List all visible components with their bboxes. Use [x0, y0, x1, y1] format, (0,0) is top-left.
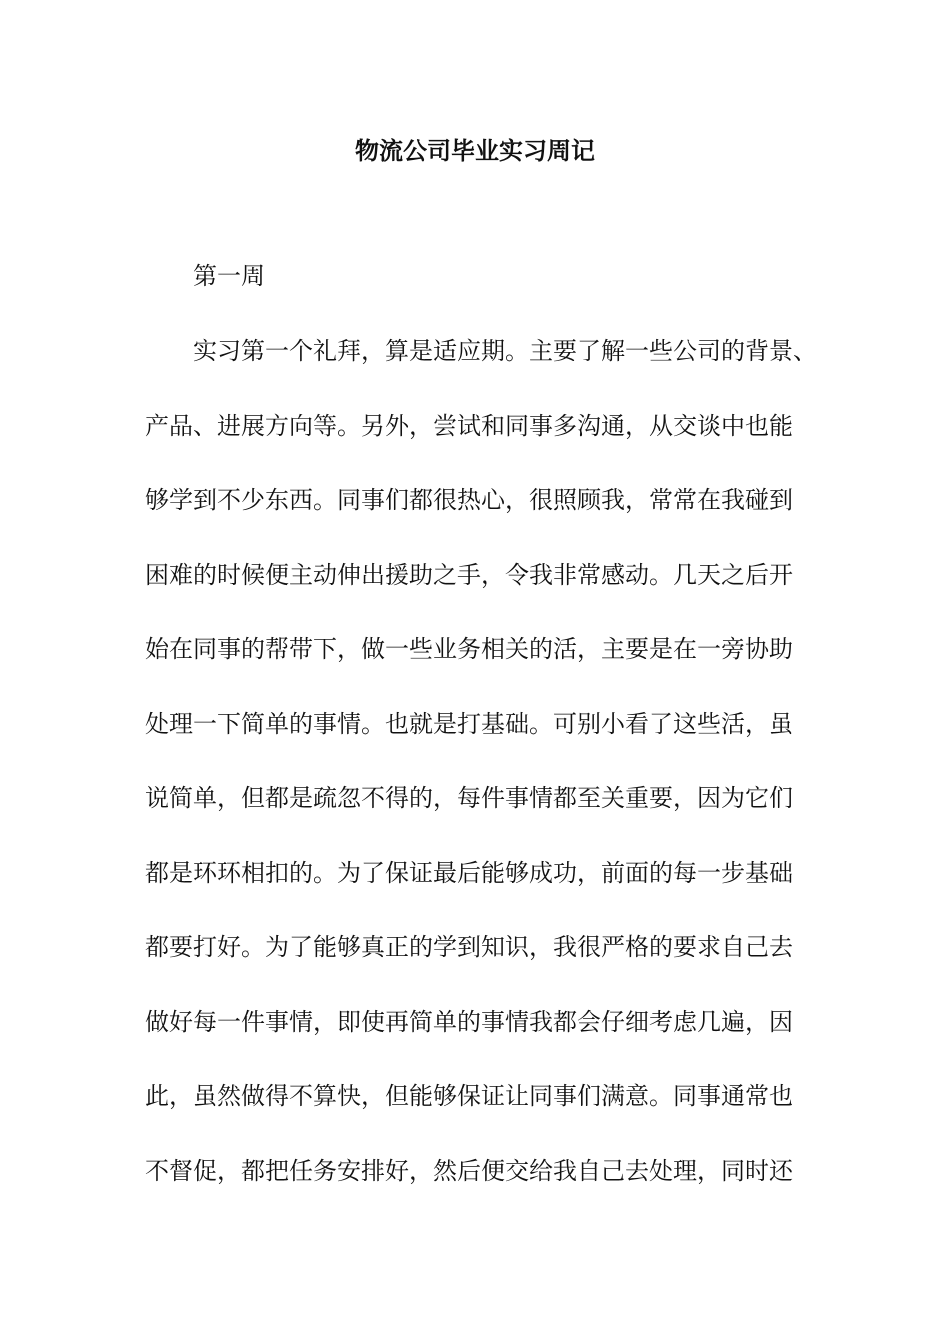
document-title: 物流公司毕业实习周记	[355, 136, 595, 165]
body-line: 做好每一件事情，即使再简单的事情我都会仔细考虑几遍，因	[145, 1008, 793, 1036]
body-line: 不督促，都把任务安排好，然后便交给我自己去处理，同时还	[145, 1157, 793, 1185]
body-line: 都要打好。为了能够真正的学到知识，我很严格的要求自己去	[145, 933, 793, 961]
body-line: 够学到不少东西。同事们都很热心，很照顾我，常常在我碰到	[145, 486, 793, 514]
body-line: 产品、进展方向等。另外，尝试和同事多沟通，从交谈中也能	[145, 412, 793, 440]
body-line: 困难的时候便主动伸出援助之手，令我非常感动。几天之后开	[145, 561, 793, 589]
body-line: 处理一下简单的事情。也就是打基础。可别小看了这些活，虽	[145, 710, 793, 738]
body-line: 始在同事的帮带下，做一些业务相关的活，主要是在一旁协助	[145, 635, 793, 663]
body-line: 实习第一个礼拜，算是适应期。主要了解一些公司的背景、	[193, 337, 817, 365]
body-line: 都是环环相扣的。为了保证最后能够成功，前面的每一步基础	[145, 859, 793, 887]
body-line: 此，虽然做得不算快，但能够保证让同事们满意。同事通常也	[145, 1082, 793, 1110]
section-heading: 第一周	[193, 262, 265, 290]
body-line: 说简单，但都是疏忽不得的，每件事情都至关重要，因为它们	[145, 784, 793, 812]
